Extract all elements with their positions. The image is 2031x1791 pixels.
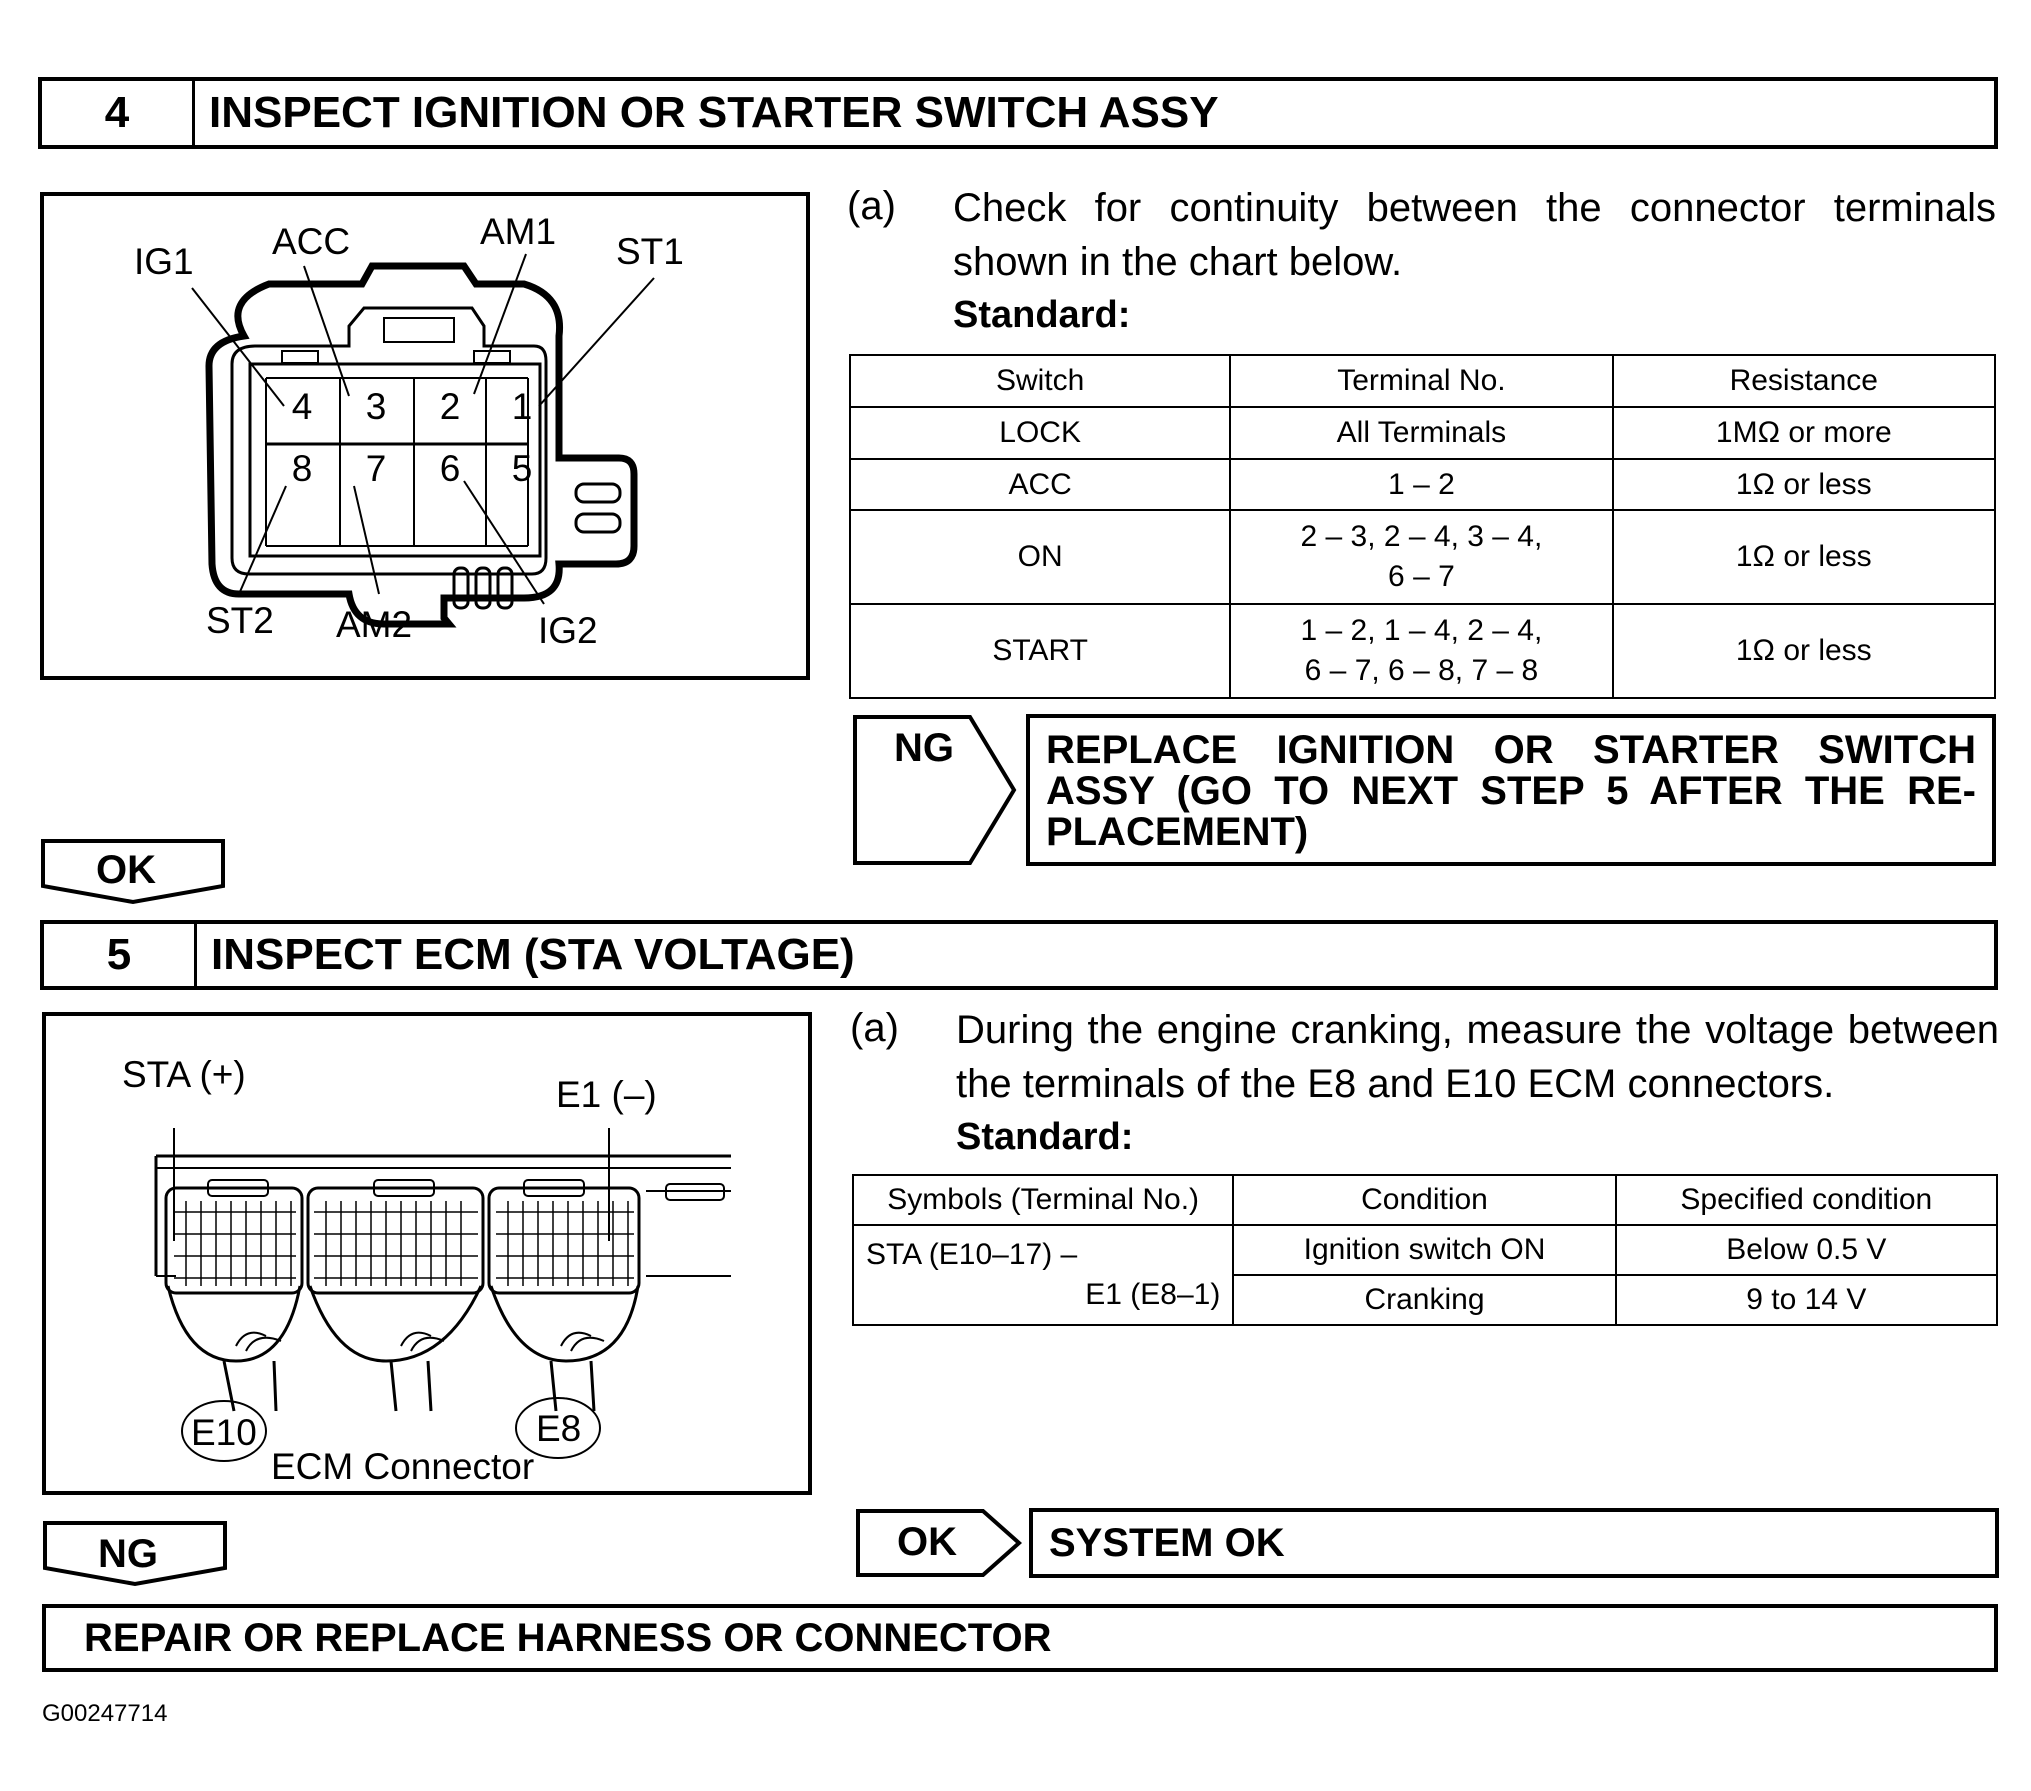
terminal-cell: [1230, 604, 1612, 698]
step4-ng-result-box: [1026, 714, 1996, 866]
condition-cell: Cranking: [1233, 1275, 1615, 1325]
ecm-connector-caption: ECM Connector: [271, 1446, 535, 1487]
pin-8: 8: [291, 448, 313, 489]
label-e8: E8: [536, 1408, 582, 1449]
resistance-cell: 1MΩ or more: [1613, 407, 1995, 459]
header-resistance: Resistance: [1613, 355, 1995, 407]
resistance-cell: 1Ω or less: [1613, 604, 1995, 698]
ignition-switch-connector-diagram: [40, 192, 810, 680]
step5-number: 5: [44, 924, 197, 986]
step5-ng-tag: [42, 1520, 228, 1588]
condition-cell: Ignition switch ON: [1233, 1225, 1615, 1275]
header-condition: Condition: [1233, 1175, 1615, 1225]
spec-cell: 9 to 14 V: [1616, 1275, 1997, 1325]
header-terminal: Terminal No.: [1230, 355, 1612, 407]
pin-4: 4: [291, 386, 313, 427]
switch-cell: ACC: [850, 459, 1230, 510]
ecm-connector-diagram: [42, 1012, 812, 1495]
step4-instruction-letter: (a): [847, 184, 896, 228]
label-st1: ST1: [616, 231, 684, 272]
step5-instruction-letter: (a): [850, 1006, 899, 1050]
table-row: [850, 604, 1995, 698]
step5-ok-tag: [855, 1508, 1023, 1578]
symbol-cell: [853, 1225, 1233, 1325]
step4-header: [38, 77, 1998, 149]
pin-6: 6: [439, 448, 461, 489]
resistance-cell: 1Ω or less: [1613, 510, 1995, 604]
figure-code: G00247714: [42, 1700, 168, 1727]
step5-standard-label: Standard:: [956, 1116, 1134, 1158]
pin-3: 3: [365, 386, 387, 427]
header-specified: Specified condition: [1616, 1175, 1997, 1225]
step4-ng-label: NG: [894, 726, 954, 770]
step5-title: INSPECT ECM (STA VOLTAGE): [211, 930, 855, 979]
step5-ng-result-text: REPAIR OR REPLACE HARNESS OR CONNECTOR: [84, 1615, 1052, 1660]
label-am2: AM2: [336, 604, 413, 645]
header-switch: Switch: [850, 355, 1230, 407]
label-e10: E10: [191, 1412, 257, 1453]
step4-ng-result-text: REPLACE IGNITION OR STARTER SWITCH ASSY (GO TO NEXT STEP 5 AFTER THE REPLACEMENT): [1046, 728, 1976, 854]
spec-cell: Below 0.5 V: [1616, 1225, 1997, 1275]
label-e1-minus: E1 (–): [556, 1074, 657, 1115]
header-symbols: Symbols (Terminal No.): [853, 1175, 1233, 1225]
step5-ok-label: OK: [897, 1520, 957, 1564]
step4-ng-tag: [852, 714, 1018, 866]
step4-instruction-text: Check for continuity between the connector terminals shown in the chart below.: [953, 186, 1996, 284]
label-st2: ST2: [206, 600, 274, 641]
switch-cell: ON: [850, 510, 1230, 604]
terminal-line1: 1 – 2, 1 – 4, 2 – 4,: [1300, 614, 1543, 647]
step5-ok-result-box: [1029, 1508, 1999, 1578]
terminal-line2: 6 – 7, 6 – 8, 7 – 8: [1304, 654, 1539, 687]
terminal-cell: All Terminals: [1230, 407, 1612, 459]
step5-ng-result-box: [42, 1604, 1998, 1672]
step4-ok-label: OK: [96, 848, 156, 892]
table-row: [850, 407, 1995, 459]
label-am1: AM1: [480, 211, 557, 252]
terminal-line2: 6 – 7: [1388, 560, 1455, 593]
resistance-cell: 1Ω or less: [1613, 459, 1995, 510]
label-sta-plus: STA (+): [122, 1054, 246, 1095]
step4-number: 4: [42, 81, 195, 145]
terminal-cell: [1230, 510, 1612, 604]
pin-5: 5: [511, 448, 533, 489]
table-row: [850, 510, 1995, 604]
switch-cell: START: [850, 604, 1230, 698]
step5-instruction-text: During the engine cranking, measure the voltage between the terminals of the E8 and E10 ECM connectors.: [956, 1008, 1999, 1106]
pin-7: 7: [365, 448, 387, 489]
switch-cell: LOCK: [850, 407, 1230, 459]
step4-ok-tag: [40, 838, 226, 906]
table-header-row: [853, 1175, 1997, 1225]
label-ig1: IG1: [134, 241, 194, 282]
voltage-table: [852, 1174, 1998, 1326]
terminal-cell: 1 – 2: [1230, 459, 1612, 510]
step4-title: INSPECT IGNITION OR STARTER SWITCH ASSY: [209, 88, 1219, 137]
continuity-table: [849, 354, 1996, 699]
symbol-line2: E1 (E8–1): [1085, 1278, 1221, 1311]
step5-ok-result-text: SYSTEM OK: [1049, 1520, 1285, 1565]
step4-standard-label: Standard:: [953, 294, 1131, 336]
table-row: [853, 1225, 1997, 1275]
terminal-line1: 2 – 3, 2 – 4, 3 – 4,: [1300, 520, 1543, 553]
symbol-line1: STA (E10–17) –: [866, 1238, 1078, 1271]
step5-header: [40, 920, 1998, 990]
step5-ng-label: NG: [98, 1532, 158, 1576]
table-row: [850, 459, 1995, 510]
pin-1: 1: [511, 386, 533, 427]
table-header-row: [850, 355, 1995, 407]
label-acc: ACC: [272, 221, 351, 262]
label-ig2: IG2: [538, 610, 598, 651]
pin-2: 2: [439, 386, 461, 427]
